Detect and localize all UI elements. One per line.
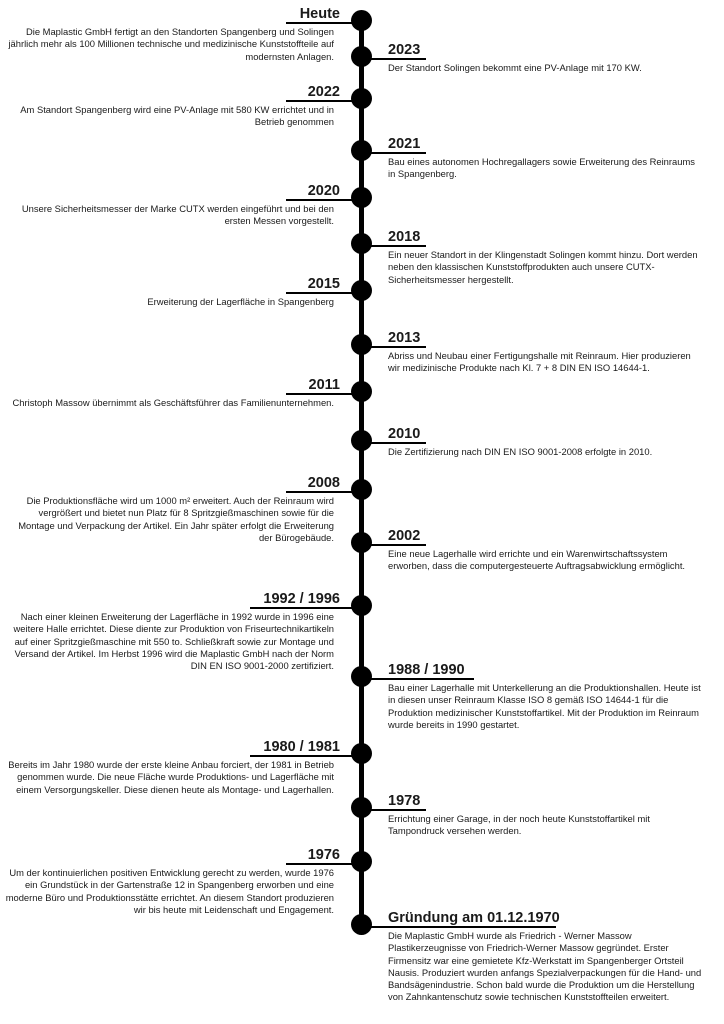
entry-year: 2020	[307, 183, 340, 199]
entry-description: Bau eines autonomen Hochregallagers sowie Erweiterung des Reinraums in Spangenberg.	[388, 156, 695, 180]
entry-year: 2013	[388, 330, 421, 346]
timeline-dot	[351, 46, 372, 67]
timeline-dot	[351, 381, 372, 402]
timeline-dot	[351, 532, 372, 553]
year-underline	[366, 926, 556, 928]
timeline-dot	[351, 595, 372, 616]
timeline-dot	[351, 914, 372, 935]
entry-year: 2010	[388, 426, 421, 442]
entry-description: Christoph Massow übernimmt als Geschäftsführer das Familienunternehmen.	[12, 397, 334, 408]
entry-description: Die Zertifizierung nach DIN EN ISO 9001-2008 erfolgte in 2010.	[388, 446, 653, 457]
entry-description: Erweiterung der Lagerfläche in Spangenberg	[147, 296, 334, 307]
entry-description: Bau einer Lagerhalle mit Unterkellerung an die Produktionshallen. Heute ist in diesen unser Reinraum Klasse ISO 8 gemäß ISO 14644-1 für die Produktion medizinischer Kunststoffartikel. Mit der Produktion im Reinraum wurde bereits in 1990 gestartet.	[388, 682, 701, 730]
timeline-dot	[351, 851, 372, 872]
entry-description: Eine neue Lagerhalle wird errichte und ein Warenwirtschaftssystem erworben, dass die computergesteuerte Auftragsabwicklung ermöglicht.	[388, 548, 686, 572]
entry-year: 2018	[388, 229, 421, 245]
year-underline	[366, 442, 426, 444]
entry-year: 2011	[308, 377, 340, 393]
year-underline	[286, 393, 356, 395]
entry-year: 2002	[388, 528, 421, 544]
timeline-dot	[351, 10, 372, 31]
entry-description: Abriss und Neubau einer Fertigungshalle mit Reinraum. Hier produzieren wir medizinische Produkte nach Kl. 7 + 8 DIN EN ISO 14644-1.	[388, 350, 691, 374]
entry-description: Um der kontinuierlichen positiven Entwicklung gerecht zu werden, wurde 1976 ein Grundstück in der Gartenstraße 12 in Spangenberg erworben und eine moderne Büro und Produktionsstätte errichtet. An diesem Standort produzieren wir bis heute mit Leidenschaft und Engagement.	[5, 867, 334, 915]
entry-year: 2008	[307, 475, 340, 491]
timeline-dot	[351, 88, 372, 109]
year-underline	[286, 22, 356, 24]
entry-year: Heute	[299, 6, 340, 22]
entry-description: Unsere Sicherheitsmesser der Marke CUTX werden eingeführt und bei den ersten Messen vorgestellt.	[21, 203, 334, 227]
timeline-dot	[351, 743, 372, 764]
timeline-dot	[351, 479, 372, 500]
year-underline	[250, 755, 356, 757]
timeline-dot	[351, 430, 372, 451]
year-underline	[366, 58, 426, 60]
entry-year: 1988 / 1990	[388, 662, 465, 678]
year-underline	[366, 544, 426, 546]
entry-description: Am Standort Spangenberg wird eine PV-Anlage mit 580 KW errichtet und in Betrieb genommen	[20, 104, 334, 128]
entry-description: Der Standort Solingen bekommt eine PV-Anlage mit 170 KW.	[388, 62, 642, 73]
timeline-dot	[351, 797, 372, 818]
year-underline	[366, 678, 474, 680]
timeline-dot	[351, 233, 372, 254]
year-underline	[286, 292, 356, 294]
year-underline	[366, 346, 426, 348]
entry-year: 1992 / 1996	[263, 591, 340, 607]
entry-description: Die Maplastic GmbH fertigt an den Standorten Spangenberg und Solingen jährlich mehr als 100 Millionen technische und medizinische Kunststoffteile auf modernsten Anlagen.	[8, 26, 334, 62]
entry-description: Errichtung einer Garage, in der noch heute Kunststoffartikel mit Tampondruck versehen werden.	[388, 813, 650, 837]
entry-year: 1976	[307, 847, 340, 863]
timeline-dot	[351, 334, 372, 355]
year-underline	[286, 100, 356, 102]
year-underline	[366, 809, 426, 811]
year-underline	[250, 607, 356, 609]
entry-description: Die Produktionsfläche wird um 1000 m² erweitert. Auch der Reinraum wird vergrößert und bietet nun Platz für 8 Spritzgießmaschinen sowie für die Montage und Verpackung der Artikel. Ein Jahr später erfolgt die Erweiterung der Bürogebäude.	[18, 495, 334, 543]
entry-year: 1978	[388, 793, 421, 809]
year-underline	[366, 245, 426, 247]
entry-description: Die Maplastic GmbH wurde als Friedrich - Werner Massow Plastikerzeugnisse von Friedrich-Werner Massow gegründet. Erster Firmensitz war eine gemietete Kfz-Werkstatt im Spangenberger Ortsteil Nausis. Produziert wurden anfangs Spezialverpackungen für die Hand- und Bandsägenindustrie. Schon bald wurde die Produktion um die Herstellung von Zahnkantenschutz sowie technischen Kunststoffteilen erweitert.	[388, 930, 702, 1003]
year-underline	[286, 863, 356, 865]
entry-description: Nach einer kleinen Erweiterung der Lagerfläche in 1992 wurde in 1996 eine weitere Halle errichtet. Diese diente zur Produktion von Friseurtechnikartikeln auf einer Spritzgießmaschine mit 550 to. Schließkraft sowie zur Montage und Versand der Artikel. Im Herbst 1996 wird die Maplastic GmbH nach der Norm DIN EN ISO 9001-2000 zertifiziert.	[13, 611, 334, 672]
entry-description: Ein neuer Standort in der Klingenstadt Solingen kommt hinzu. Dort werden neben den klassischen Kunststoffprodukten auch unsere CUTX-Sicherheitsmesser hergestellt.	[388, 249, 698, 285]
timeline-dot	[351, 140, 372, 161]
year-underline	[366, 152, 426, 154]
entry-year: 2021	[388, 136, 421, 152]
entry-year: 2015	[307, 276, 340, 292]
timeline-dot	[351, 280, 372, 301]
year-underline	[286, 491, 356, 493]
timeline-dot	[351, 187, 372, 208]
entry-year: 2022	[307, 84, 340, 100]
entry-year: 2023	[388, 42, 421, 58]
entry-year: Gründung am 01.12.1970	[388, 910, 560, 926]
entry-description: Bereits im Jahr 1980 wurde der erste kleine Anbau forciert, der 1981 in Betrieb genommen wurde. Die neue Fläche wurde Produktions- und Lagerfläche mit einem Versorgungskeller. Diese dienen heute als Montage- und Lagerhallen.	[8, 759, 334, 795]
entry-year: 1980 / 1981	[263, 739, 340, 755]
year-underline	[286, 199, 356, 201]
timeline-dot	[351, 666, 372, 687]
